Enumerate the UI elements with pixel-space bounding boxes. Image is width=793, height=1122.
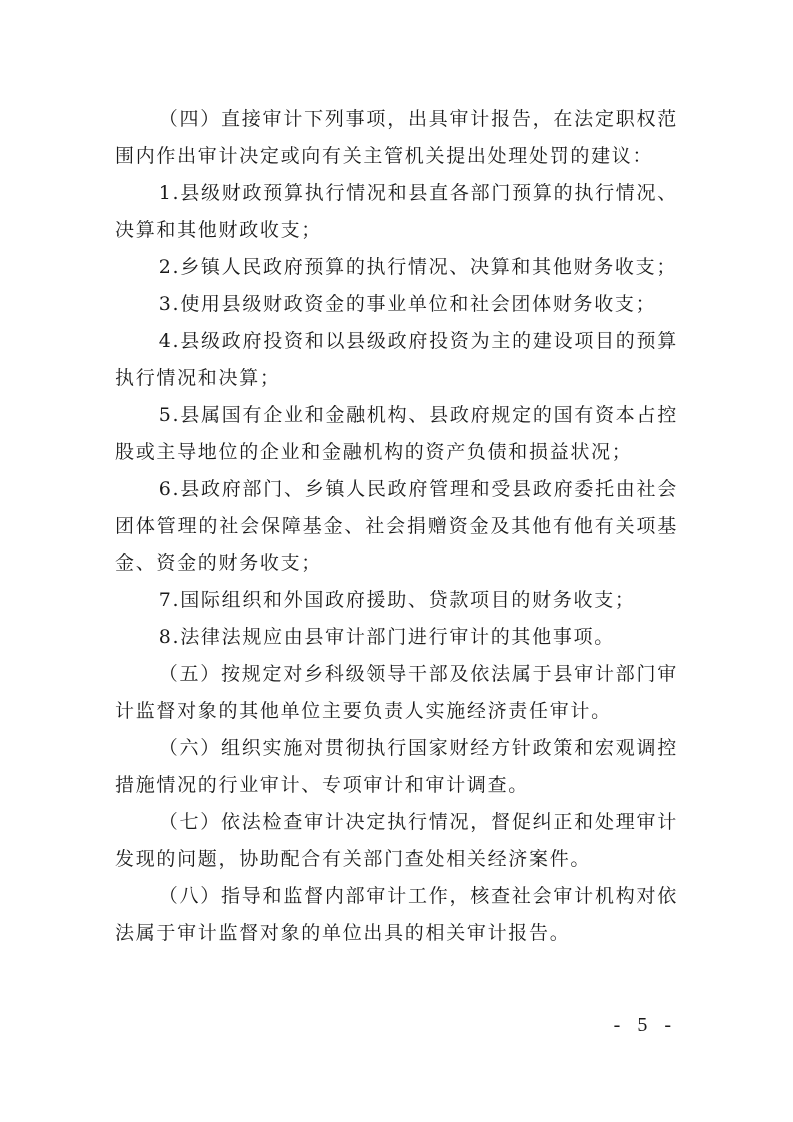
paragraph-section-7: （七）依法检查审计决定执行情况，督促纠正和处理审计发现的问题，协助配合有关部门查处相关经济案件。 <box>115 811 678 870</box>
page-number: - 5 - <box>613 1014 677 1036</box>
paragraph-section-8: （八）指导和监督内部审计工作，核查社会审计机构对依法属于审计监督对象的单位出具的相关审计报告。 <box>115 885 678 944</box>
paragraph-item-8: 8.法律法规应由县审计部门进行审计的其他事项。 <box>158 626 615 648</box>
paragraph-section-5: （五）按规定对乡科级领导干部及依法属于县审计部门审计监督对象的其他单位主要负责人实施经济责任审计。 <box>115 663 678 722</box>
document-body <box>115 101 678 952</box>
paragraph-item-2: 2.乡镇人民政府预算的执行情况、决算和其他财务收支； <box>158 256 678 278</box>
paragraph-item-7: 7.国际组织和外国政府援助、贷款项目的财务收支； <box>158 589 636 611</box>
paragraph-item-4: 4.县级政府投资和以县级政府投资为主的建设项目的预算执行情况和决算； <box>115 330 678 389</box>
paragraph-item-5: 5.县属国有企业和金融机构、县政府规定的国有资本占控股或主导地位的企业和金融机构的资产负债和损益状况； <box>115 404 678 463</box>
paragraph-item-1: 1.县级财政预算执行情况和县直各部门预算的执行情况、决算和其他财政收支； <box>115 182 678 241</box>
paragraph-item-6: 6.县政府部门、乡镇人民政府管理和受县政府委托由社会团体管理的社会保障基金、社会捐赠资金及其他有他有关项基金、资金的财务收支； <box>115 478 678 574</box>
paragraph-section-6: （六）组织实施对贯彻执行国家财经方针政策和宏观调控措施情况的行业审计、专项审计和审计调查。 <box>115 737 678 796</box>
paragraph-item-3: 3.使用县级财政资金的事业单位和社会团体财务收支； <box>158 293 657 315</box>
paragraph-section-4-intro: （四）直接审计下列事项，出具审计报告，在法定职权范围内作出审计决定或向有关主管机关提出处理处罚的建议： <box>115 108 678 167</box>
